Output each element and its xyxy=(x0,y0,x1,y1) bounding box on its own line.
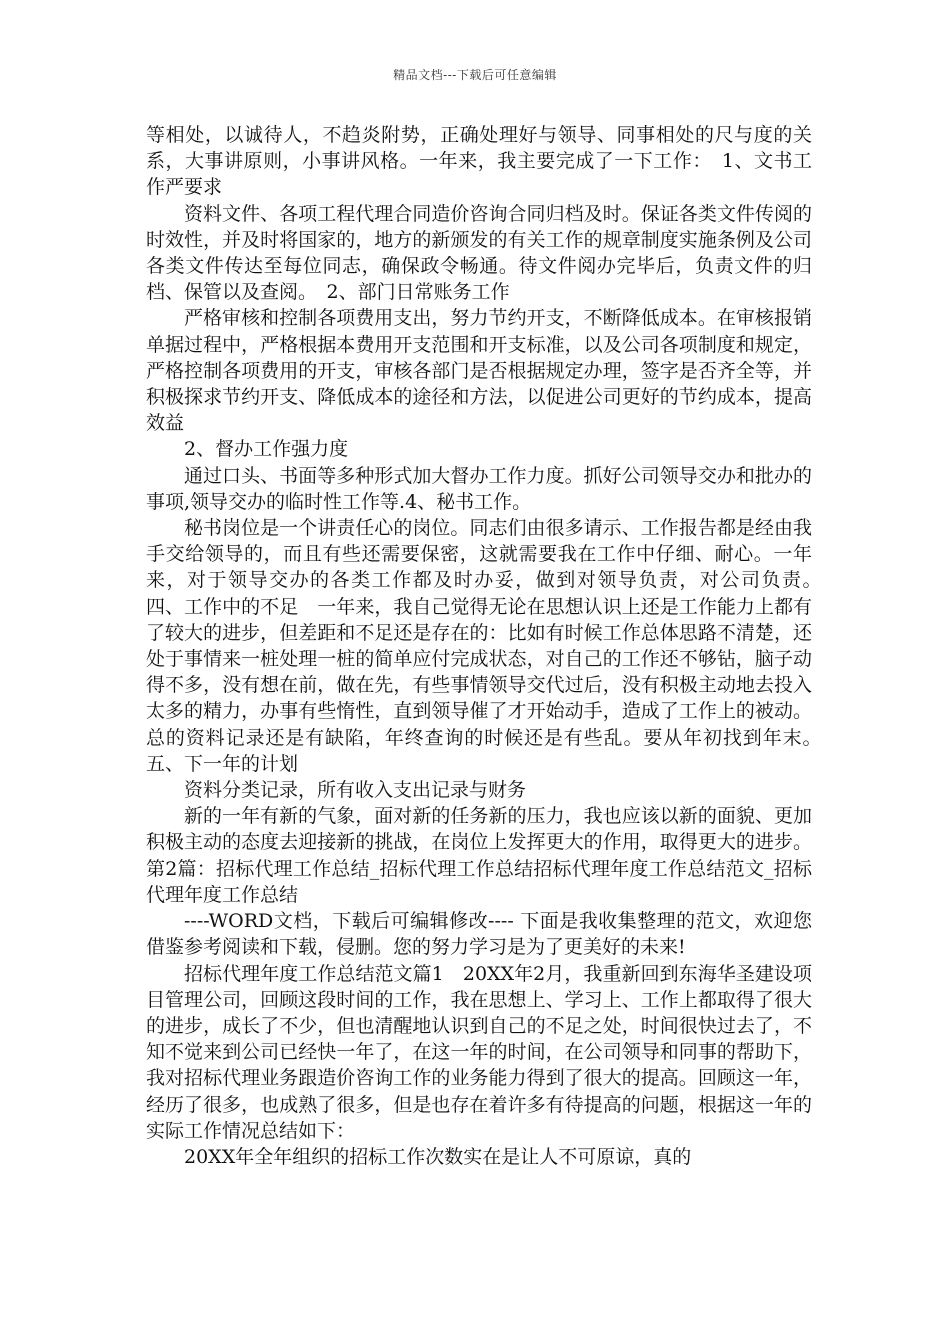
paragraph: 等相处，以诚待人，不趋炎附势，正确处理好与领导、同事相处的尺与度的关系，大事讲原则，小事讲风格。一年来，我主要完成了一下工作： 1、文书工作严要求 xyxy=(146,124,812,199)
paragraph: 2、督办工作强力度 xyxy=(184,438,349,461)
paragraph: 新的一年有新的气象，面对新的任务新的压力，我也应该以新的面貌、更加积极主动的态度去迎接新的挑战，在岗位上发挥更大的作用，取得更大的进步。第2篇：招标代理工作总结_招标代理工作总结招标代理年度工作总结范文_招标代理年度工作总结 xyxy=(146,805,812,906)
paragraph: ----WORD文档，下载后可编辑修改---- 下面是我收集整理的范文，欢迎您借鉴参考阅读和下载，侵删。您的努力学习是为了更美好的未来! xyxy=(146,910,812,959)
page-header: 精品文档---下载后可任意编辑 xyxy=(393,68,557,82)
paragraph: 20XX年全年组织的招标工作次数实在是让人不可原谅，真的 xyxy=(184,1145,692,1168)
paragraph: 招标代理年度工作总结范文篇1 20XX年2月，我重新回到东海华圣建设项目管理公司，回顾这段时间的工作，我在思想上、学习上、工作上都取得了很大的进步，成长了不少，但也清醒地认识到自己的不足之处，时间很快过去了，不知不觉来到公司已经快一年了，在这一年的时间，在公司领导和同事的帮助下，我对招标代理业务跟造价咨询工作的业务能力得到了很大的提高。回顾这一年，经历了很多，也成熟了很多，但是也存在着许多有待提高的问题，根据这一年的实际工作情况总结如下： xyxy=(146,962,812,1142)
document-body xyxy=(146,122,832,1170)
paragraph: 严格审核和控制各项费用支出，努力节约开支，不断降低成本。在审核报销单据过程中，严格根据本费用开支范围和开支标准，以及公司各项制度和规定，严格控制各项费用的开支，审核各部门是否根据规定办理，签字是否齐全等，并积极探求节约开支、降低成本的途径和方法，以促进公司更好的节约成本，提高效益 xyxy=(146,307,812,435)
paragraph: 资料文件、各项工程代理合同造价咨询合同归档及时。保证各类文件传阅的时效性，并及时将国家的，地方的新颁发的有关工作的规章制度实施条例及公司各类文件传达至每位同志，确保政令畅通。待文件阅办完毕后，负责文件的归档、保管以及查阅。 2、部门日常账务工作 xyxy=(146,202,812,304)
paragraph: 秘书岗位是一个讲责任心的岗位。同志们由很多请示、工作报告都是经由我手交给领导的，而且有些还需要保密，这就需要我在工作中仔细、耐心。一年来，对于领导交办的各类工作都及时办妥，做到对领导负责，对公司负责。 四、工作中的不足 一年来，我自己觉得无论在思想认识上还是工作能力上都有了较大的进步，但差距和不足还是存在的：比如有时候工作总体思路不清楚，还处于事情来一桩处理一桩的简单应付完成状态，对自己的工作还不够钻，脑子动得不多，没有想在前，做在先，有些事情领导交代过后，没有积极主动地去投入太多的精力，办事有些惰性，直到领导催了才开始动手，造成了工作上的被动。总的资料记录还是有缺陷，年终查询的时候还是有些乱。要从年初找到年末。 五、下一年的计划 xyxy=(146,517,832,775)
paragraph: 通过口头、书面等多种形式加大督办工作力度。抓好公司领导交办和批办的事项,领导交办的临时性工作等.4、秘书工作。 xyxy=(146,464,812,513)
paragraph: 资料分类记录，所有收入支出记录与财务 xyxy=(184,779,527,802)
